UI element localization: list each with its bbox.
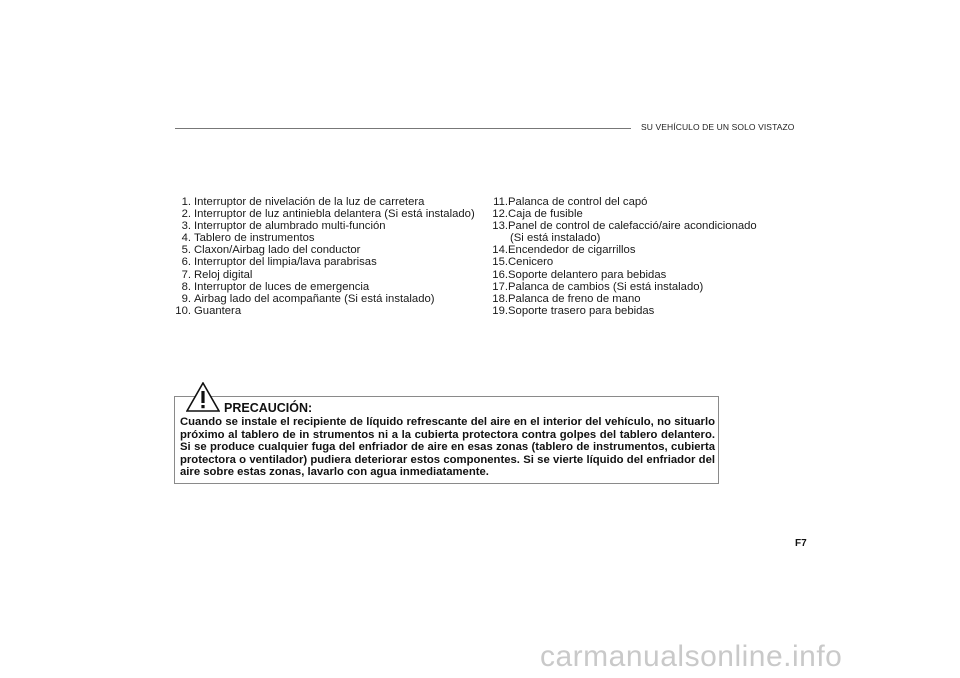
item-text: Palanca de cambios (Si está instalado) (508, 280, 704, 293)
item-number: 1. (181, 196, 191, 208)
item-text: Cenicero (508, 256, 554, 269)
item-text: Panel de control de calefacció/aire acondicionado (508, 220, 757, 233)
list-item (490, 281, 790, 293)
item-number: 6. (181, 256, 191, 269)
caution-title: PRECAUCIÓN: (224, 401, 313, 415)
item-number: 14. (492, 244, 508, 257)
component-list-right (490, 196, 790, 317)
item-text: Claxon/Airbag lado del conductor (194, 244, 361, 257)
item-number: 10. (175, 304, 191, 317)
item-number: 2. (181, 208, 191, 221)
list-item (490, 269, 790, 281)
item-text: Airbag lado del acompañante (Si está instalado) (194, 292, 435, 305)
list-item (172, 305, 482, 317)
item-text: Interruptor de luces de emergencia (194, 280, 370, 293)
item-number: 13. (492, 220, 508, 233)
item-number: 19. (492, 304, 508, 317)
item-text: Interruptor de alumbrado multi-función (194, 220, 386, 233)
item-number: 8. (181, 280, 191, 293)
caution-body: Cuando se instale el recipiente de líquido refrescante del aire en el interior del vehículo, no situarlo próximo al tablero de in strumentos ni a la cubierta protectora contra golpes del tablero delantero. Si se produce cualquier fuga del enfriador de aire en esas zonas (tablero de instrumentos, cubierta protectora o ventilador) pudiera deteriorar estos componentes. Si se vierte líquido del enfriador del aire sobre estas zonas, lavarlo con agua inmediatamente. (180, 416, 715, 479)
list-item (490, 220, 790, 244)
component-list-left (172, 196, 482, 317)
item-number: 12. (492, 208, 508, 221)
list-item (172, 269, 482, 281)
list-item (490, 208, 790, 220)
item-number: 17. (492, 280, 508, 293)
list-item (172, 220, 482, 232)
list-item (172, 256, 482, 268)
item-text: Palanca de control del capó (508, 196, 648, 208)
section-header-title: SU VEHÍCULO DE UN SOLO VISTAZO (641, 122, 795, 132)
list-item (172, 244, 482, 256)
item-text: Interruptor del limpia/lava parabrisas (194, 256, 377, 269)
item-number: 9. (181, 292, 191, 305)
item-number: 5. (181, 244, 191, 257)
item-number: 16. (492, 268, 508, 281)
item-number: 7. (181, 268, 191, 281)
list-item (490, 256, 790, 268)
header-rule (175, 128, 631, 129)
item-text: Interruptor de nivelación de la luz de carretera (194, 196, 425, 208)
list-item (490, 305, 790, 317)
item-text: Reloj digital (194, 268, 253, 281)
page-number: F7 (795, 538, 807, 549)
list-item (172, 196, 482, 208)
warning-triangle-icon (186, 382, 220, 412)
list-item (172, 293, 482, 305)
item-text: Soporte trasero para bebidas (508, 304, 655, 317)
item-number: 15. (492, 256, 508, 269)
item-text: Caja de fusible (508, 208, 583, 221)
list-item (490, 293, 790, 305)
item-text: Encendedor de cigarrillos (508, 244, 636, 257)
watermark: carmanualsonline.info (540, 640, 843, 673)
list-item (172, 232, 482, 244)
item-text-continuation: (Si está instalado) (510, 232, 601, 245)
list-item (490, 244, 790, 256)
item-number: 11. (493, 196, 508, 208)
item-text: Palanca de freno de mano (508, 292, 641, 305)
item-text: Interruptor de luz antiniebla delantera (Si está instalado) (194, 208, 475, 221)
list-item (172, 208, 482, 220)
list-item (490, 196, 790, 208)
item-number: 18. (492, 292, 508, 305)
caution-box (174, 396, 719, 484)
list-item (172, 281, 482, 293)
item-number: 3. (181, 220, 191, 233)
item-text: Soporte delantero para bebidas (508, 268, 667, 281)
item-text: Guantera (194, 304, 242, 317)
item-number: 4. (181, 232, 191, 245)
item-text: Tablero de instrumentos (194, 232, 315, 245)
item-text-multiline (508, 220, 757, 244)
